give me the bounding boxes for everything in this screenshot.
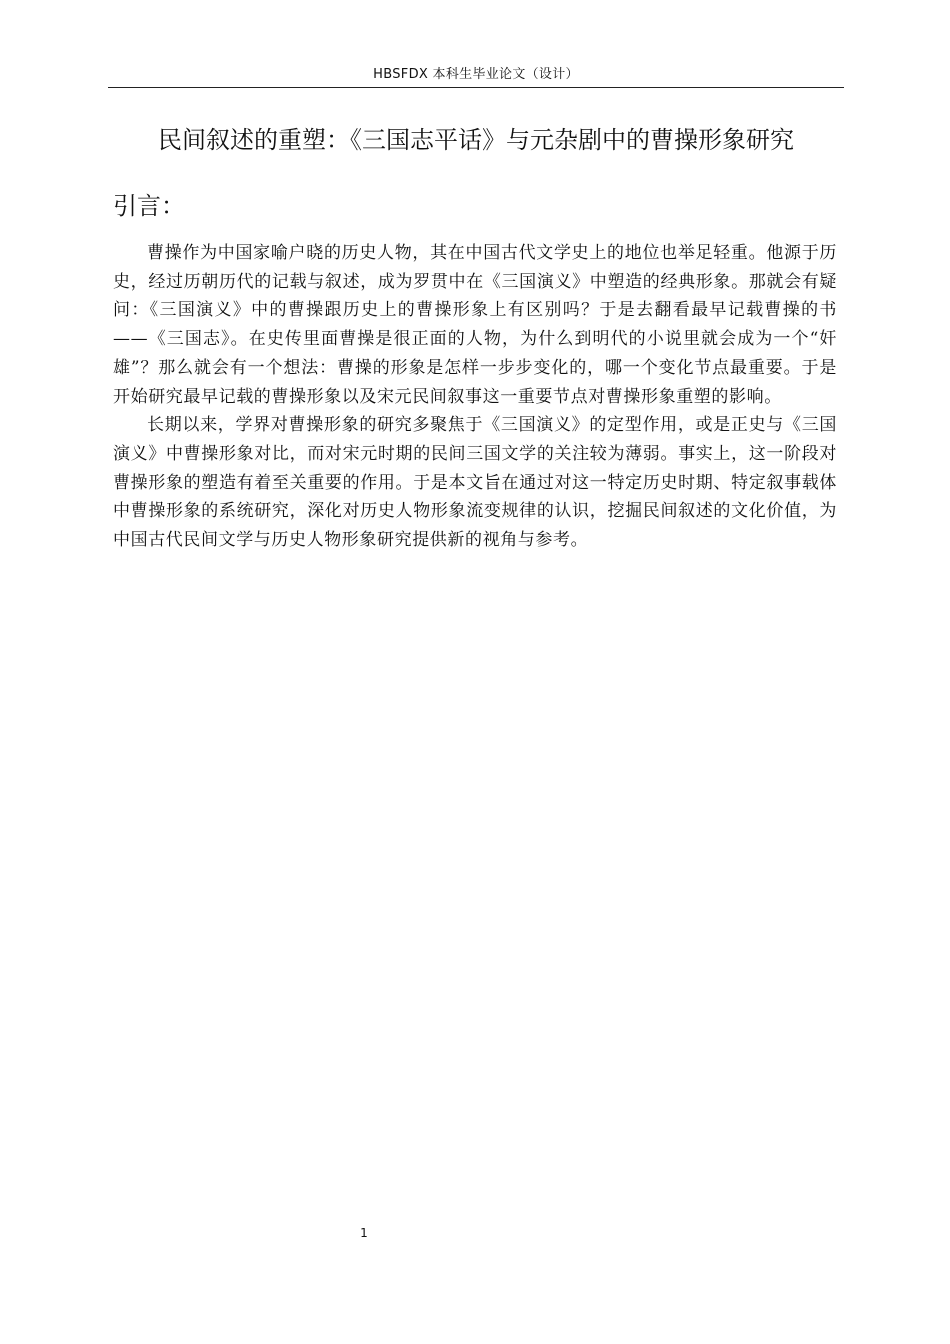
header-rule <box>108 87 844 88</box>
paragraph-2: 长期以来，学界对曹操形象的研究多聚焦于《三国演义》的定型作用，或是正史与《三国演义》中曹操形象对比，而对宋元时期的民间三国文学的关注较为薄弱。事实上，这一阶段对曹操形象的塑造有着至关重要的作用。于是本文旨在通过对这一特定历史时期、特定叙事载体中曹操形象的系统研究，深化对历史人物形象流变规律的认识，挖掘民间叙述的文化价值，为中国古代民间文学与历史人物形象研究提供新的视角与参考。 <box>113 415 837 551</box>
body-text <box>113 239 837 555</box>
document-title: 民间叙述的重塑：《三国志平话》与元杂剧中的曹操形象研究 <box>158 126 794 154</box>
page-number: 1 <box>360 1226 368 1240</box>
running-header: HBSFDX 本科生毕业论文（设计） <box>373 67 579 82</box>
paragraph-1: 曹操作为中国家喻户晓的历史人物，其在中国古代文学史上的地位也举足轻重。他源于历史，经过历朝历代的记载与叙述，成为罗贯中在《三国演义》中塑造的经典形象。那就会有疑问：《三国演义》中的曹操跟历史上的曹操形象上有区别吗？于是去翻看最早记载曹操的书——《三国志》。在史传里面曹操是很正面的人物，为什么到明代的小说里就会成为一个“奸雄”？那么就会有一个想法：曹操的形象是怎样一步步变化的，哪一个变化节点最重要。于是开始研究最早记载的曹操形象以及宋元民间叙事这一重要节点对曹操形象重塑的影响。 <box>113 243 837 407</box>
section-heading-introduction: 引言： <box>113 192 185 220</box>
